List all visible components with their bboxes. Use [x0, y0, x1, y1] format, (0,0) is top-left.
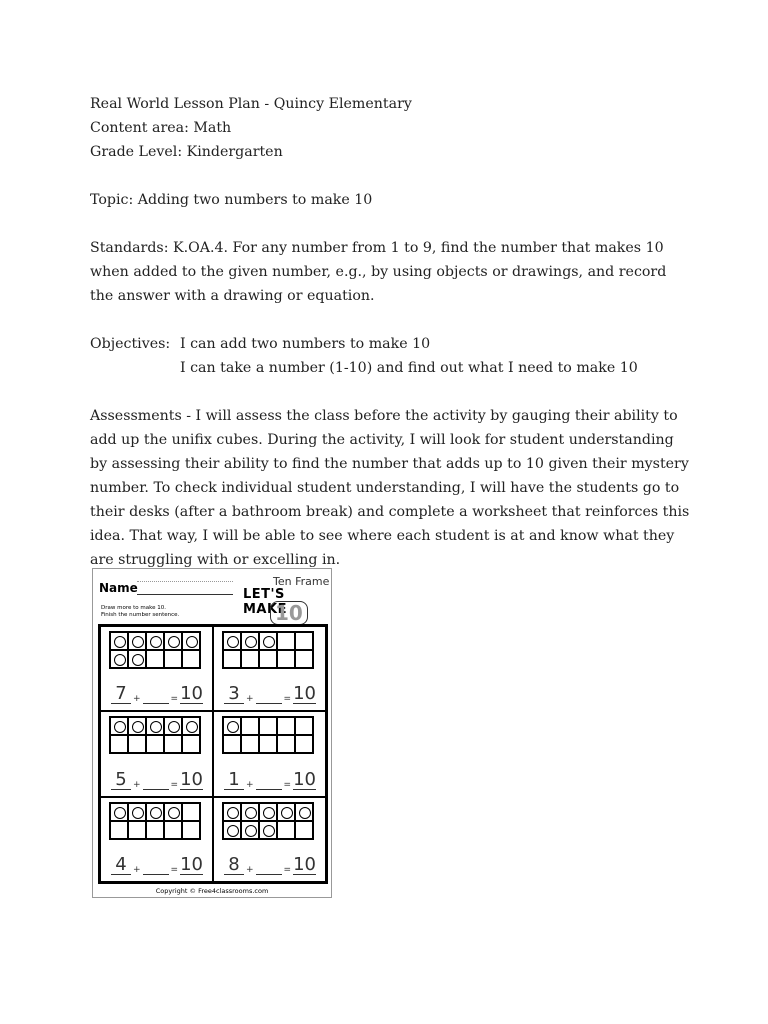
ten-frame-empty-box: [146, 821, 164, 839]
ten-frame-empty-box: [182, 803, 200, 821]
lesson-plan-document: [90, 92, 690, 572]
number-sentence: [111, 856, 203, 875]
equals-sign: =: [283, 865, 292, 875]
equals-sign: =: [283, 694, 292, 705]
ten-frame-counter: [295, 803, 313, 821]
problem-cell: [213, 626, 326, 711]
ten-badge: 10: [270, 601, 308, 625]
plus-sign: +: [246, 865, 254, 875]
ten-frame-empty-box: [146, 735, 164, 753]
ten-frame-empty-box: [146, 650, 164, 668]
result-number: 10: [180, 768, 203, 790]
given-number: 7: [111, 685, 131, 704]
ten-frame-counter: [128, 803, 146, 821]
instruction-line: Finish the number sentence.: [101, 612, 180, 618]
ten-frame-empty-box: [277, 632, 295, 650]
ten-frame-counter: [128, 717, 146, 735]
ten-frame-empty-box: [295, 717, 313, 735]
ten-frame-empty-box: [128, 821, 146, 839]
objective-1: I can add two numbers to make 10: [180, 336, 431, 352]
answer-blank: [143, 687, 169, 704]
objective-2: I can take a number (1-10) and find out what I need to make 10: [180, 360, 638, 376]
ten-frame-counter: [110, 803, 128, 821]
ten-frame-counter: [241, 803, 259, 821]
problem-grid: [98, 624, 328, 884]
ten-frame-empty-box: [164, 735, 182, 753]
name-dotted-line: [137, 581, 233, 582]
ten-frame-counter: [146, 803, 164, 821]
ten-frame-counter: [128, 650, 146, 668]
objectives: [90, 332, 690, 380]
plus-sign: +: [246, 779, 254, 790]
number-sentence: [111, 768, 203, 790]
plus-sign: +: [133, 779, 141, 790]
ten-frame-empty-box: [164, 650, 182, 668]
number-sentence: [111, 685, 203, 704]
ten-frame-worksheet-image: [92, 568, 332, 898]
content-area: Content area: Math: [90, 120, 232, 136]
ten-frame-empty-box: [182, 650, 200, 668]
doc-title-line: Real World Lesson Plan - Quincy Elementary: [90, 96, 412, 112]
result-number: 10: [180, 683, 203, 705]
equals-sign: =: [283, 779, 292, 790]
ten-frame-counter: [146, 632, 164, 650]
number-sentence: [224, 856, 316, 875]
ten-frame-counter: [223, 821, 241, 839]
ten-frame-heading: Ten Frame: [273, 575, 330, 588]
equals-sign: =: [170, 865, 179, 875]
ten-frame-empty-box: [164, 821, 182, 839]
plus-sign: +: [133, 694, 141, 705]
ten-frame-counter: [164, 717, 182, 735]
ten-frame-empty-box: [182, 735, 200, 753]
ten-frame: [109, 802, 201, 840]
ten-frame-counter: [110, 717, 128, 735]
ten-frame-counter: [182, 632, 200, 650]
ten-frame-empty-box: [277, 735, 295, 753]
given-number: 1: [224, 771, 244, 790]
given-number: 8: [224, 856, 244, 875]
standards: Standards: K.OA.4. For any number from 1 to 9, find the number that makes 10 when added to the given number, e.g., by using objects or drawings, and record the answer with a drawing or equation.: [90, 240, 667, 304]
ten-frame-counter: [146, 717, 164, 735]
ten-frame-counter: [110, 632, 128, 650]
ten-frame-empty-box: [277, 650, 295, 668]
answer-blank: [143, 773, 169, 790]
ten-frame-counter: [164, 803, 182, 821]
equals-sign: =: [170, 779, 179, 790]
plus-sign: +: [246, 694, 254, 705]
ten-frame: [109, 631, 201, 669]
ten-frame-empty-box: [295, 735, 313, 753]
ten-frame-counter: [110, 650, 128, 668]
plus-sign: +: [133, 865, 141, 875]
given-number: 5: [111, 771, 131, 790]
ten-frame-empty-box: [110, 735, 128, 753]
number-sentence: [224, 685, 316, 704]
ten-frame-empty-box: [295, 821, 313, 839]
answer-blank: [143, 858, 169, 875]
ten-frame-empty-box: [241, 735, 259, 753]
ten-frame-empty-box: [277, 717, 295, 735]
ten-frame: [222, 716, 314, 754]
given-number: 4: [111, 856, 131, 875]
result-number: 10: [293, 854, 316, 875]
answer-blank: [256, 687, 282, 704]
ten-frame-empty-box: [259, 735, 277, 753]
instruction-line: Draw more to make 10.: [101, 605, 166, 611]
result-number: 10: [180, 854, 203, 875]
ten-frame-empty-box: [223, 650, 241, 668]
equals-sign: =: [170, 694, 179, 705]
result-number: 10: [293, 683, 316, 705]
answer-blank: [256, 858, 282, 875]
problem-cell: [100, 711, 213, 796]
ten-frame-counter: [182, 717, 200, 735]
ten-frame-empty-box: [182, 821, 200, 839]
result-number: 10: [293, 768, 316, 790]
ten-frame-empty-box: [128, 735, 146, 753]
ten-frame-empty-box: [295, 632, 313, 650]
ten-frame-empty-box: [295, 650, 313, 668]
ten-frame-empty-box: [223, 735, 241, 753]
given-number: 3: [224, 685, 244, 704]
worksheet-name-label: Name: [99, 581, 138, 595]
answer-blank: [256, 773, 282, 790]
ten-frame-counter: [223, 717, 241, 735]
ten-frame-empty-box: [110, 821, 128, 839]
ten-frame-empty-box: [259, 650, 277, 668]
grade-level: Grade Level: Kindergarten: [90, 144, 283, 160]
problem-cell: [213, 711, 326, 796]
ten-frame-counter: [259, 821, 277, 839]
ten-frame-empty-box: [241, 717, 259, 735]
ten-frame-empty-box: [241, 650, 259, 668]
ten-frame-counter: [164, 632, 182, 650]
ten-frame: [109, 716, 201, 754]
ten-frame-counter: [128, 632, 146, 650]
problem-cell: [213, 797, 326, 882]
ten-frame-counter: [241, 632, 259, 650]
ten-frame-counter: [259, 632, 277, 650]
ten-frame-counter: [223, 803, 241, 821]
ten-frame-empty-box: [259, 717, 277, 735]
ten-frame: [222, 802, 314, 840]
worksheet-instructions: [101, 605, 179, 619]
ten-frame-counter: [277, 803, 295, 821]
ten-frame: [222, 631, 314, 669]
worksheet-copyright: Copyright © Free4classrooms.com: [155, 887, 269, 895]
assessments: Assessments - I will assess the class before the activity by gauging their ability to add up the unifix cubes. During the activity, I will look for student understanding by assessing their ability to find the number that adds up to 10 given their mystery number. To check individual student understanding, I will have the students go to their desks (after a bathroom break) and complete a worksheet that reinforces this idea. That way, I will be able to see where each student is at and know what they are struggling with or excelling in.: [90, 408, 690, 568]
topic: Topic: Adding two numbers to make 10: [90, 192, 373, 208]
lets-make-heading: LET'S MAKE: [243, 587, 287, 617]
name-line: [137, 594, 233, 595]
ten-frame-counter: [259, 803, 277, 821]
problem-cell: [100, 797, 213, 882]
objectives-label: Objectives:: [90, 336, 171, 352]
number-sentence: [224, 768, 316, 790]
problem-cell: [100, 626, 213, 711]
ten-frame-empty-box: [277, 821, 295, 839]
ten-frame-counter: [223, 632, 241, 650]
ten-frame-counter: [241, 821, 259, 839]
